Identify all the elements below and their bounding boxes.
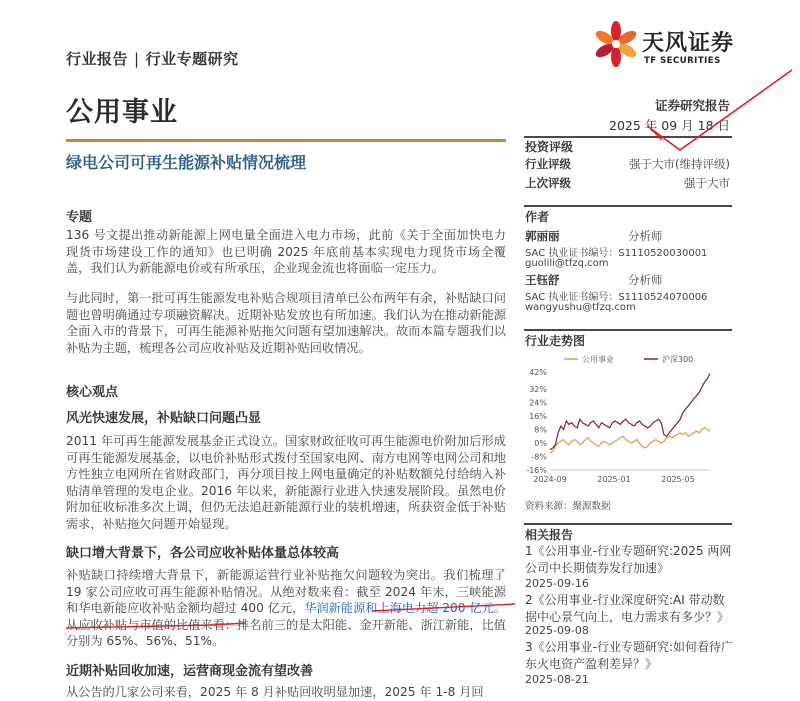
industry-trend-chart bbox=[524, 350, 732, 498]
legend-label: 沪深300 bbox=[662, 355, 694, 364]
report-label: 证券研究报告 bbox=[654, 98, 730, 113]
industry-rating-value: 强于大市(维持评级) bbox=[629, 157, 730, 171]
chart-rule bbox=[524, 329, 732, 331]
x-tick-label: 2024-09 bbox=[533, 475, 567, 484]
author-email[interactable]: wangyushu@tfzq.com bbox=[525, 302, 636, 313]
topic-paragraph-1: 136 号文提出推动新能源上网电量全面进入电力市场，此前《关于全面加快电力现货市场建设工作的通知》也已明确 2025 年底前基本实现电力现货市场全覆盖，我们认为新能源电价或有所承压，企业现金流也将面临一定压力。 bbox=[66, 228, 506, 275]
related-report-date: 2025-08-21 bbox=[525, 673, 589, 686]
topic-heading: 专题 bbox=[66, 210, 93, 225]
report-subtype: 行业专题研究 bbox=[145, 50, 239, 68]
section-paragraph-3: 从公告的几家公司来看，2025 年 8 月补贴回收明显加速，2025 年 1-8 月回 bbox=[66, 685, 484, 699]
previous-rating-label: 上次评级 bbox=[525, 176, 571, 190]
related-report-link[interactable]: 2《公用事业-行业深度研究:AI 带动数据中心景气向上，电力需求有多少？》 bbox=[525, 593, 730, 624]
related-report-date: 2025-09-08 bbox=[525, 624, 589, 637]
sector-title: 公用事业 bbox=[66, 97, 178, 128]
section-heading-2: 缺口增大背景下，各公司应收补贴体量总体较高 bbox=[66, 546, 340, 561]
paragraph-text: 。从应收补贴与市值的比值来看：排名前三的是太阳能、金开新能、浙江新能，比值分别为 65%、56%、51%。 bbox=[66, 601, 507, 648]
author-email[interactable]: guolili@tfzq.com bbox=[525, 258, 609, 269]
industry-rating-label: 行业评级 bbox=[525, 157, 571, 171]
authors-rule bbox=[524, 205, 732, 207]
report-type-line bbox=[66, 48, 239, 69]
legend-label: 公用事业 bbox=[582, 355, 614, 364]
x-tick-label: 2025-01 bbox=[597, 475, 631, 484]
previous-rating-value: 强于大市 bbox=[684, 176, 730, 190]
author-role: 分析师 bbox=[628, 229, 663, 243]
logo-name-cn: 天风证券 bbox=[642, 31, 735, 56]
related-report-date: 2025-09-16 bbox=[525, 577, 589, 590]
separator: | bbox=[134, 50, 140, 68]
y-tick-label: 24% bbox=[529, 398, 547, 408]
author-sac: SAC 执业证书编号：S1110520030001 bbox=[525, 248, 708, 259]
x-tick-label: 2025-05 bbox=[661, 475, 695, 484]
topic-paragraph-2: 与此同时，第一批可再生能源发电补贴合规项目清单已公布两年有余，补贴缺口问题也曾明确通过专项融资解决。近期补贴发放也有所加速。我们认为在推动新能源全面入市的背景下，可再生能源补贴拖欠问题有望加速解决。故而本篇专题我们以补贴为主题，梳理各公司应收补贴及近期补贴回收情况。 bbox=[66, 291, 506, 355]
related-heading: 相关报告 bbox=[525, 528, 574, 542]
y-tick-label: 16% bbox=[529, 411, 547, 421]
author-sac: SAC 执业证书编号：S1110524070006 bbox=[525, 292, 708, 303]
related-report-link[interactable]: 3《公用事业-行业专题研究:如何看待广东火电资产盈利差异？》 bbox=[525, 640, 734, 671]
y-tick-label: -8% bbox=[531, 452, 547, 462]
core-heading: 核心观点 bbox=[66, 385, 119, 400]
logo-name-en: TF SECURITIES bbox=[644, 56, 721, 66]
series-line bbox=[550, 374, 710, 450]
author-role: 分析师 bbox=[628, 273, 663, 287]
y-tick-label: -16% bbox=[526, 466, 547, 475]
tf-securities-logo-icon bbox=[590, 18, 642, 70]
section-heading-3: 近期补贴回收加速，运营商现金流有望改善 bbox=[66, 664, 314, 679]
series-line bbox=[550, 428, 710, 453]
y-tick-label: 0% bbox=[534, 438, 547, 448]
report-title: 绿电公司可再生能源补贴情况梳理 bbox=[66, 153, 307, 172]
rating-heading: 投资评级 bbox=[525, 140, 574, 154]
related-rule bbox=[524, 523, 732, 525]
author-name: 郭丽丽 bbox=[525, 229, 560, 243]
y-tick-label: 42% bbox=[529, 368, 547, 377]
y-tick-label: 32% bbox=[529, 384, 547, 394]
paragraph-text: 补贴缺口持续增大背景下，新能源运营行业补贴拖欠问题较为突出。我们梳理了 19 家公司应收可再生能源补贴情况。从绝对数来看：截至 2024 年末，三峡能源和华电新能应收补贴金额均超过 400 亿元， bbox=[66, 568, 506, 615]
chart-heading: 行业走势图 bbox=[525, 334, 586, 348]
section-paragraph-1: 2011 年可再生能源发展基金正式设立。国家财政征收可再生能源电价附加后形成可再生能源发展基金，以电价补贴形式拨付至国家电网、南方电网等电网公司和地方性独立电网所在省财政部门，再分项目按上网电量确定的补贴数额兑付给纳入补贴清单管理的发电企业。2016 年以来，新能源行业进入快速发展阶段。虽然电价附加征收标准多次上调，但仍无法追赶新能源行业的装机增速，所获资金低于补贴需求，补贴拖欠问题开始显现。 bbox=[66, 434, 506, 531]
highlighted-text: 华润新能源和上海电力超 200 亿元 bbox=[304, 601, 494, 615]
author-name: 王钰舒 bbox=[525, 273, 560, 287]
title-rule bbox=[66, 139, 506, 142]
chart-source: 资料来源：聚源数据 bbox=[525, 501, 611, 512]
y-tick-label: 8% bbox=[534, 425, 547, 435]
report-type: 行业报告 bbox=[66, 50, 129, 68]
section-paragraph-2 bbox=[66, 567, 506, 650]
authors-heading: 作者 bbox=[525, 210, 550, 224]
report-date: 2025 年 09 月 18 日 bbox=[609, 118, 730, 133]
related-report-link[interactable]: 1《公用事业-行业专题研究:2025 两网公司中长期债券发行加速》 bbox=[525, 544, 732, 575]
section-heading-1: 风光快速发展，补贴缺口问题凸显 bbox=[66, 411, 262, 426]
